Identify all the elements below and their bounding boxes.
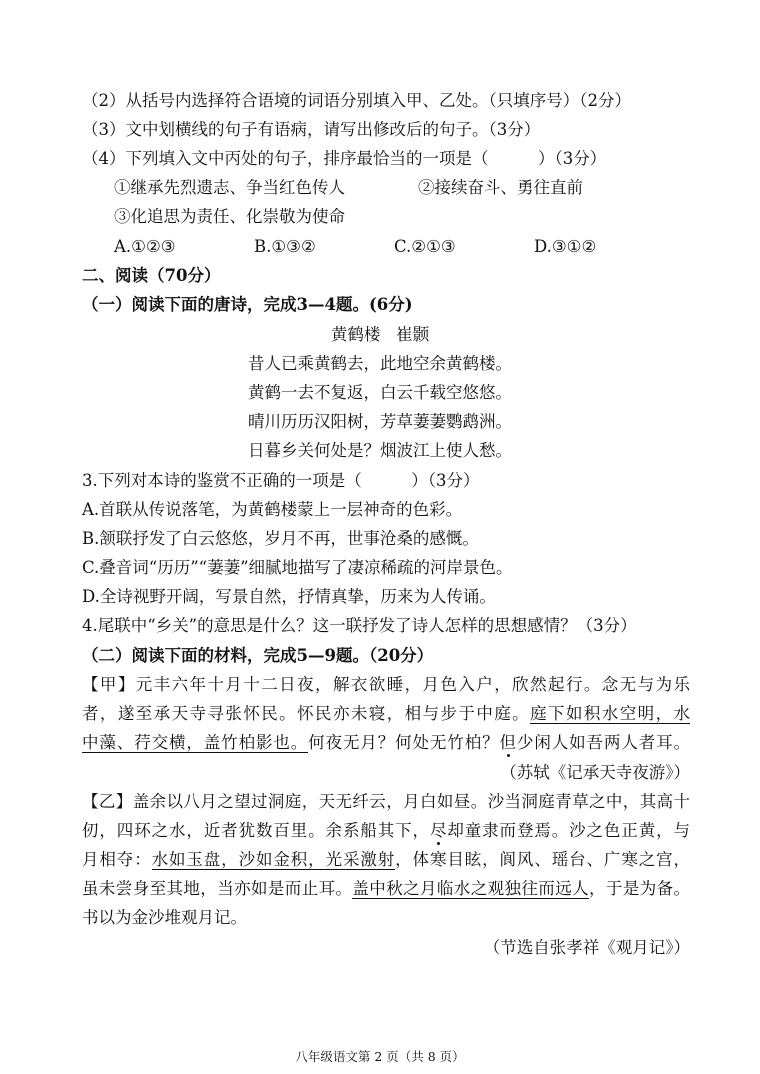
q4-option-b: B.①③② <box>254 237 316 256</box>
yi-text: ，体寒目眩，阆风、瑶台、广寒之宫， <box>395 850 691 869</box>
poem-line: 昔人已乘黄鹤去，此地空余黄鹤楼。 <box>248 354 512 373</box>
jia-text: 何夜无月？何处无竹柏？ <box>308 733 500 752</box>
yi-line-2 <box>82 816 690 845</box>
q4-options-row <box>114 232 690 261</box>
yi-text: 月相夺： <box>82 850 152 869</box>
poem-author: 崔颢 <box>396 325 430 344</box>
yi-line-4 <box>82 874 690 903</box>
yi-source: （节选自张孝祥《观月记》） <box>483 938 690 957</box>
q4-option-a: A.①②③ <box>114 237 176 256</box>
underlined-sentence: 庭下如积水空明，水 <box>530 704 691 723</box>
question-4-text: （4）下列填入文中丙处的句子，排序最恰当的一项是（ ）（3分） <box>82 149 607 168</box>
underlined-sentence: 水如玉盘，沙如金积，光采激射 <box>151 850 396 869</box>
question-2-text: （2）从括号内选择符合语境的词语分别填入甲、乙处。（只填序号）（2分） <box>82 91 631 110</box>
q4-item-2: ②接续奋斗、勇往直前 <box>418 178 583 197</box>
part1-heading: （一）阅读下面的唐诗，完成3—4题。(6分) <box>82 295 413 314</box>
underlined-sentence: 盖中秋之月临水之观独往而远人 <box>352 879 590 898</box>
section-heading: 二、阅读（70分） <box>82 266 221 285</box>
jia-text: 少闲人如吾两人者耳。 <box>516 733 691 752</box>
yi-line-5: 书以为金沙堆观月记。 <box>82 908 247 927</box>
question-3-text: （3）文中划横线的句子有语病，请写出修改后的句子。（3分） <box>82 120 541 139</box>
page-footer: 八年级语文第 2 页（共 8 页） <box>295 1049 465 1064</box>
yi-text: ，于是为备。 <box>589 879 691 898</box>
q3-option-b: B.颔联抒发了白云悠悠，岁月不再，世事沧桑的感慨。 <box>82 529 479 548</box>
poem-line: 晴川历历汉阳树，芳草萋萋鹦鹉洲。 <box>248 412 512 431</box>
jia-line-3 <box>82 728 690 757</box>
jia-line-2 <box>82 699 690 728</box>
q4-item-1: ①继承先烈遗志、争当红色传人 <box>114 178 345 197</box>
part2-heading: （二）阅读下面的材料，完成5—9题。（20分） <box>82 646 434 665</box>
jia-text: 者，遂至承天寺寻张怀民。怀民亦未寝，相与步于中庭。 <box>82 704 531 723</box>
q4-item-3: ③化追思为责任、化崇敬为使命 <box>114 207 345 226</box>
dotted-char: 但 <box>499 733 517 752</box>
jia-source: （苏轼《记承天寺夜游》） <box>500 763 690 782</box>
poem-line: 日暮乡关何处是？烟波江上使人愁。 <box>248 441 512 460</box>
yi-text: 却童隶而登焉。沙之色正黄，与 <box>447 821 691 840</box>
poem-title: 黄鹤楼 <box>330 325 381 344</box>
q3-option-d: D.全诗视野开阔，写景自然，抒情真挚，历来为人传诵。 <box>82 587 496 606</box>
jia-line-1: 【甲】元丰六年十月十二日夜，解衣欲睡，月色入户，欣然起行。念无与为乐 <box>82 675 690 694</box>
yi-line-3 <box>82 845 690 874</box>
yi-text: 仞，四环之水，近者犹数百里。余系船其下， <box>82 821 430 840</box>
q4-items-row <box>114 173 690 202</box>
yi-line-1: 【乙】盖余以八月之望过洞庭，天无纤云，月白如昼。沙当洞庭青草之中，其高十 <box>82 792 690 811</box>
q4-option-c: C.②①③ <box>394 237 456 256</box>
q3-option-c: C.叠音词“历历”“萋萋”细腻地描写了凄凉稀疏的河岸景色。 <box>82 558 513 577</box>
q3-option-a: A.首联从传说落笔，为黄鹤楼蒙上一层神奇的色彩。 <box>82 500 463 519</box>
yi-text: 虽未尝身至其地，当亦如是而止耳。 <box>82 879 353 898</box>
poem-title-line <box>0 320 760 349</box>
question-3-stem: 3.下列对本诗的鉴赏不正确的一项是（ ）（3分） <box>82 471 480 490</box>
dotted-char: 尽 <box>429 821 448 840</box>
q4-option-d: D.③①② <box>534 237 597 256</box>
underlined-sentence: 中藻、荇交横，盖竹柏影也。 <box>82 733 309 752</box>
poem-line: 黄鹤一去不复返，白云千载空悠悠。 <box>248 383 512 402</box>
question-4-stem: 4.尾联中“乡关”的意思是什么？这一联抒发了诗人怎样的思想感情？（3分） <box>82 616 637 635</box>
